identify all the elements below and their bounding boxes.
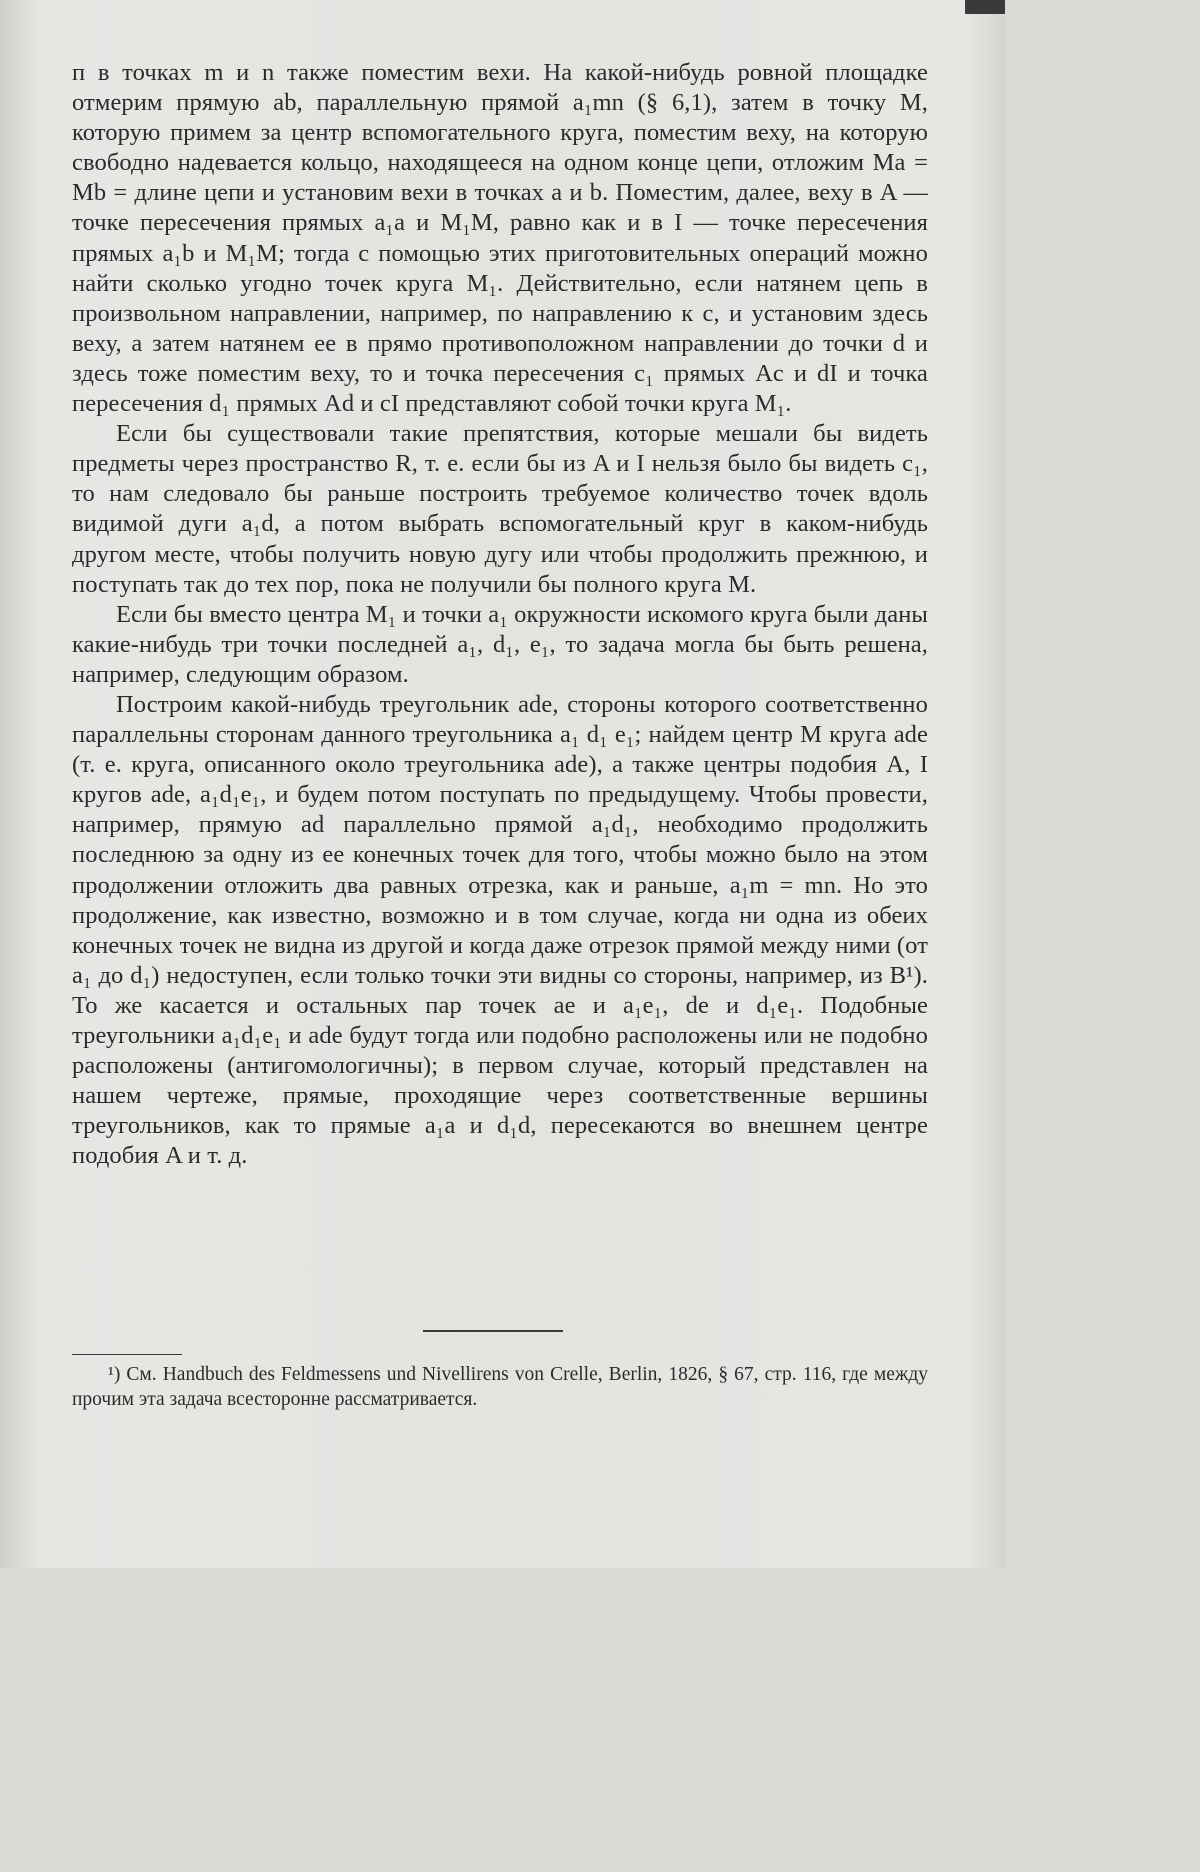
main-text bbox=[72, 58, 928, 1171]
footnote: ¹) См. Handbuch des Feldmessens und Nivellirens von Crelle, Berlin, 1826, § 67, стр. 116, где между прочим эта задача всесторонне рассматривается. bbox=[72, 1364, 928, 1410]
section-end-rule bbox=[423, 1330, 563, 1332]
paragraph-three-points: Если бы вместо центра M₁ и точки a₁ окружности искомого круга были даны какие-нибудь три точки последней a₁, d₁, e₁, то задача могла бы быть решена, например, следующим образом. bbox=[72, 600, 928, 688]
paragraph-construction: Построим какой-нибудь треугольник ade, стороны которого соответственно параллельны сторонам данного треугольника a₁ d₁ e₁; найдем центр M круга ade (т. е. круга, описанного около треугольника ade), а также центры подобия A, I кругов ade, a₁d₁e₁, и будем потом поступать по предыдущему. Чтобы провести, например, прямую ad параллельно прямой a₁d₁, необходимо продолжить последнюю за одну из ее конечных точек для того, чтобы можно было на этом продолжении отложить два равных отрезка, как и раньше, a₁m = mn. Но это продолжение, как известно, возможно и в том случае, когда ни одна из обеих конечных точек не видна из другой и когда даже отрезок прямой между ними (от a₁ до d₁) недоступен, если только точки эти видны со стороны, например, из B¹). То же касается и остальных пар точек ae и a₁e₁, de и d₁e₁. Подобные треугольники a₁d₁e₁ и ade будут тогда или подобно расположены или не подобно расположены (антигомологичны); в первом случае, который представлен на нашем чертеже, прямые, проходящие через соответственные вершины треугольников, как то прямые a₁a и d₁d, пересекаются во внешнем центре подобия A и т. д. bbox=[72, 690, 928, 1170]
scan-edge-mark bbox=[965, 0, 1005, 14]
paragraph-continuation: п в точках m и n также поместим вехи. На какой-нибудь ровной площадке отмерим прямую ab, параллельную прямой a₁mn (§ 6,1), затем в точку M, которую примем за центр вспомогательного круга, поместим веху, на которую свободно надевается кольцо, находящееся на одном конце цепи, отложим Ma = Mb = длине цепи и установим вехи в точках a и b. Поместим, далее, веху в A — точке пересечения прямых a₁a и M₁M, равно как и в I — точке пересечения прямых a₁b и M₁M; тогда с помощью этих приготовительных операций можно найти сколько угодно точек круга M₁. Действительно, если натянем цепь в произвольном направлении, например, по направлению к c, и установим здесь веху, а затем натянем ее в прямо противоположном направлении до точки d и здесь тоже поместим веху, то и точка пересечения c₁ прямых Ac и dI и точка пересечения d₁ прямых Ad и cI представляют собой точки круга M₁. bbox=[72, 59, 928, 418]
footnote-separator bbox=[72, 1354, 182, 1355]
paragraph-obstacles: Если бы существовали такие препятствия, которые мешали бы видеть предметы через пространство R, т. е. если бы из A и I нельзя было бы видеть c₁, то нам следовало бы раньше построить требуемое количество точек вдоль видимой дуги a₁d, а потом выбрать вспомогательный круг в каком-нибудь другом месте, чтобы получить новую дугу или чтобы продолжить прежнюю, и поступать так до тех пор, пока не получили бы полного круга M. bbox=[72, 420, 928, 598]
